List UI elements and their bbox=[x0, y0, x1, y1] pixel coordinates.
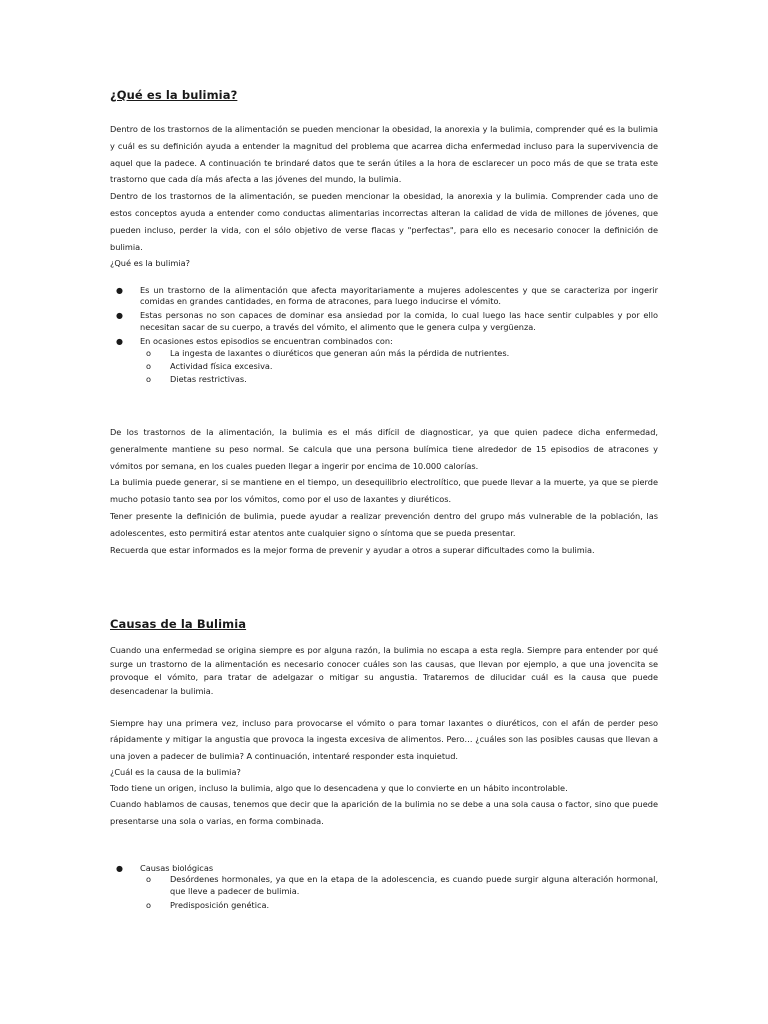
paragraph: Cuando una enfermedad se origina siempre es por alguna razón, la bulimia no escapa a esta regla. Siempre para entender por qué surge un trastorno de la alimentación es necesario conocer cuáles son las causas, que llevan por ejemplo, a que una jovencita se provoque el vómito, para tratar de adelgazar o mitigar su angustia. Trataremos de dilucidar cuál es la causa que puede desencadenar la bulimia. bbox=[110, 645, 658, 696]
causas-list bbox=[110, 863, 658, 912]
sub-list-item: o Actividad física excesiva. bbox=[146, 361, 273, 372]
causas-paragraphs bbox=[110, 715, 658, 829]
sub-bullet-marker: o bbox=[146, 874, 152, 885]
bullet-marker: ● bbox=[116, 336, 123, 346]
sub-bullet-marker: o bbox=[146, 348, 152, 359]
list-item: ● Causas biológicas o Desórdenes hormonales, ya que en la etapa de la adolescencia, es cuando puede surgir alguna alteración hormonal, que lleve a padecer de bulimia. o Predisposición genética. bbox=[116, 863, 658, 911]
sub-list-item: o Predisposición genética. bbox=[146, 900, 270, 911]
paragraph: Recuerda que estar informados es la mejor forma de prevenir y ayudar a otros a superar dificultades como la bulimia. bbox=[110, 544, 595, 555]
sub-bullet-marker: o bbox=[146, 374, 152, 385]
paragraph: Siempre hay una primera vez, incluso para provocarse el vómito o para tomar laxantes o diuréticos, con el afán de perder peso rápidamente y mitigar la angustia que provoca la ingesta excesiva de alimentos. Pero… ¿cuáles son las posibles causas que llevan a una joven a padecer de bulimia? A continuación, intentaré responder esta inquietud. bbox=[110, 718, 658, 761]
paragraph: Todo tiene un origen, incluso la bulimia, algo que lo desencadena y que lo convierte en un hábito incontrolable. bbox=[110, 783, 568, 794]
sub-list bbox=[140, 874, 658, 912]
list-item: ● En ocasiones estos episodios se encuentran combinados con: o La ingesta de laxantes o diuréticos que generan aún más la pérdida de nutrientes. o Actividad física excesiva. o Dietas restrictivas. bbox=[110, 336, 658, 386]
bullet-marker: ● bbox=[116, 864, 123, 873]
sub-list-item: o Desórdenes hormonales, ya que en la etapa de la adolescencia, es cuando puede surgir alguna alteración hormonal, que lleve a padecer de bulimia. bbox=[146, 874, 658, 896]
sub-list-item: o La ingesta de laxantes o diuréticos que generan aún más la pérdida de nutrientes. bbox=[146, 348, 510, 359]
list-item: ● Es un trastorno de la alimentación que afecta mayoritariamente a mujeres adolescentes y que se caracteriza por ingerir comidas en grandes cantidades, en forma de atracones, para luego inducirse el vómito. bbox=[116, 285, 658, 307]
section-title-causas: Causas de la Bulimia bbox=[110, 617, 247, 631]
list-item: ● Estas personas no son capaces de dominar esa ansiedad por la comida, lo cual luego las hace sentir culpables y por ello necesitan sacar de su cuerpo, a través del vómito, el alimento que le genera culpa y vergüenza. bbox=[116, 310, 658, 332]
sub-list-item: o Dietas restrictivas. bbox=[146, 374, 247, 385]
section-title-que-es: ¿Qué es la bulimia? bbox=[110, 88, 238, 102]
sub-bullet-marker: o bbox=[146, 900, 152, 911]
paragraph: ¿Cuál es la causa de la bulimia? bbox=[110, 766, 241, 777]
paragraph: Tener presente la definición de bulimia, puede ayudar a realizar prevención dentro del grupo más vulnerable de la población, las adolescentes, esto permitirá estar atentos ante cualquier signo o síntoma que se pueda presentar. bbox=[110, 510, 658, 538]
body-paragraphs bbox=[110, 424, 658, 558]
sub-bullet-marker: o bbox=[146, 361, 152, 372]
paragraph: Dentro de los trastornos de la alimentación, se pueden mencionar la obesidad, la anorexia y la bulimia. Comprender cada uno de estos conceptos ayuda a entender como conductas alimentarias incorrectas alteran la calidad de vida de millones de jóvenes, que pueden incluso, perder la vida, con el sólo objetivo de verse flacas y "perfectas", para ello es necesario conocer la definición de bulimia. bbox=[110, 191, 658, 252]
bullet-marker: ● bbox=[116, 286, 123, 295]
bullet-marker: ● bbox=[116, 311, 123, 321]
intro-paragraphs bbox=[110, 121, 658, 272]
paragraph: Dentro de los trastornos de la alimentación se pueden mencionar la obesidad, la anorexia y la bulimia, comprender qué es la bulimia y cuál es su definición ayuda a entender la magnitud del problema que acarrea dicha enfermedad incluso para la supervivencia de aquel que la padece. A continuación te brindaré datos que te serán útiles a la hora de esclarecer un poco más de que se trata este trastorno que cada día más afecta a las jóvenes del mundo, la bulimia. bbox=[110, 124, 658, 185]
definition-list bbox=[110, 285, 658, 386]
paragraph: La bulimia puede generar, si se mantiene en el tiempo, un desequilibrio electrolítico, que puede llevar a la muerte, ya que se pierde mucho potasio tanto sea por los vómitos, como por el uso de laxantes y diuréticos. bbox=[110, 477, 658, 505]
paragraph: ¿Qué es la bulimia? bbox=[110, 258, 190, 269]
causas-intro bbox=[110, 644, 658, 698]
sub-list bbox=[140, 347, 658, 386]
paragraph: Cuando hablamos de causas, tenemos que decir que la aparición de la bulimia no se debe a una sola causa o factor, sino que puede presentarse una sola o varias, en forma combinada. bbox=[110, 799, 658, 826]
paragraph: De los trastornos de la alimentación, la bulimia es el más difícil de diagnosticar, ya que quien padece dicha enfermedad, generalmente mantiene su peso normal. Se calcula que una persona bulímica tiene alrededor de 15 episodios de atracones y vómitos por semana, en los cuales pueden llegar a ingerir por encima de 10.000 calorías. bbox=[110, 427, 658, 471]
